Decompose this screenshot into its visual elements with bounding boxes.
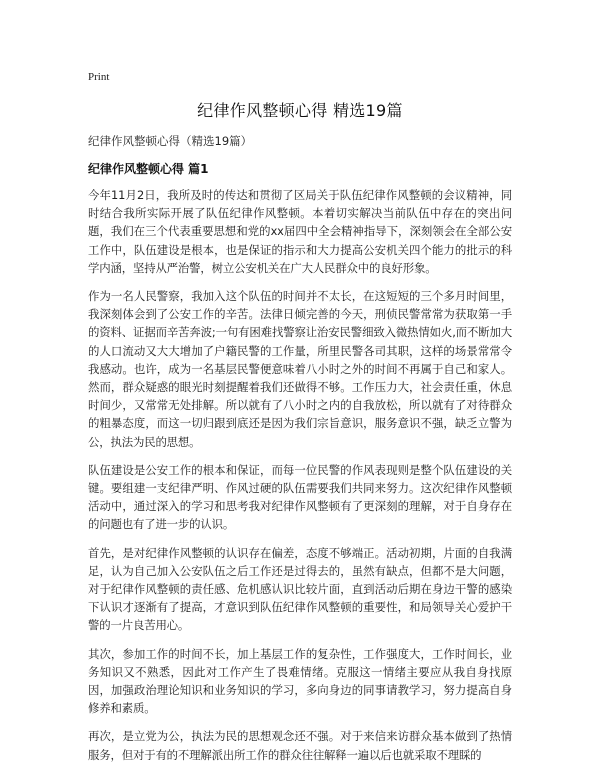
paragraph-1: 今年11月2日，我所及时的传达和贯彻了区局关于队伍纪律作风整顿的会议精神，同时结合我所实际开展了队伍纪律作风整顿。本着切实解决当前队伍中存在的突出问题，我们在三个代表重要思想和党的xx届四中全会精神指导下，深刻领会在全部公安工作中，队伍建设是根本，也是保证的指示和大力提高公安机关四个能力的批示的科学内涵，坚持从严治警，树立公安机关在广大人民群众中的良好形象。	[88, 188, 512, 275]
page-title: 纪律作风整顿心得 精选19篇	[197, 101, 403, 120]
print-link[interactable]: Print	[88, 71, 110, 83]
article-body	[88, 186, 512, 774]
document-subtitle: 纪律作风整顿心得（精选19篇）	[88, 134, 253, 148]
paragraph-4: 首先，是对纪律作风整顿的认识存在偏差，态度不够端正。活动初期，片面的自我满足，认为自己加入公安队伍之后工作还是过得去的，虽然有缺点，但都不是大问题，对于纪律作风整顿的责任感、危机感认识比较片面，直到活动后期在身边干警的感染下认识才逐渐有了提高，才意识到队伍纪律作风整顿的重要性，和局领导关心爱护干警的一片良苦用心。	[88, 545, 512, 633]
section-heading: 纪律作风整顿心得 篇1	[88, 162, 209, 176]
paragraph-3: 队伍建设是公安工作的根本和保证，而每一位民警的作风表现则是整个队伍建设的关键。要组建一支纪律严明、作风过硬的队伍需要我们共同来努力。这次纪律作风整顿活动中，通过深入的学习和思考我对纪律作风整顿有了更深刻的理解，对于自身存在的问题也有了进一步的认识。	[88, 462, 512, 532]
paragraph-2: 作为一名人民警察，我加入这个队伍的时间并不太长，在这短短的三个多月时间里，我深刻体会到了公安工作的辛苦。法律日倾完善的今天，刑侦民警常常为获取第一手的资料、证据而辛苦奔波;一句有困难找警察让治安民警细致入微热情如火,而不断加大的人口流动又大大增加了户籍民警的工作量，所里民警各司其职，这样的场景常常令我感动。也许，成为一名基层民警便意味着八小时之外的时间不再属于自己和家人。然而，群众疑惑的眼光时刻提醒着我们还做得不够。工作压力大，社会责任重，休息时间少，又常常无处排解。所以就有了八小时之内的自我放松，所以就有了对待群众的粗暴态度，而这一切归跟到底还是因为我们宗旨意识，服务意识不强，缺乏立警为公，执法为民的思想。	[88, 289, 512, 449]
paragraph-6: 再次，是立党为公，执法为民的思想观念还不强。对于来信来访群众基本做到了热情服务，但对于有的不理解派出所工作的群众往往解释一遍以后也就采取不理睬的	[88, 729, 512, 762]
paragraph-5: 其次，参加工作的时间不长，加上基层工作的复杂性，工作强度大，工作时间长，业务知识又不熟悉，因此对工作产生了畏难情绪。克服这一情绪主要应从我自身找原因，加强政治理论知识和业务知识的学习，多向身边的同事请教学习，努力提高自身修养和素质。	[88, 646, 512, 716]
